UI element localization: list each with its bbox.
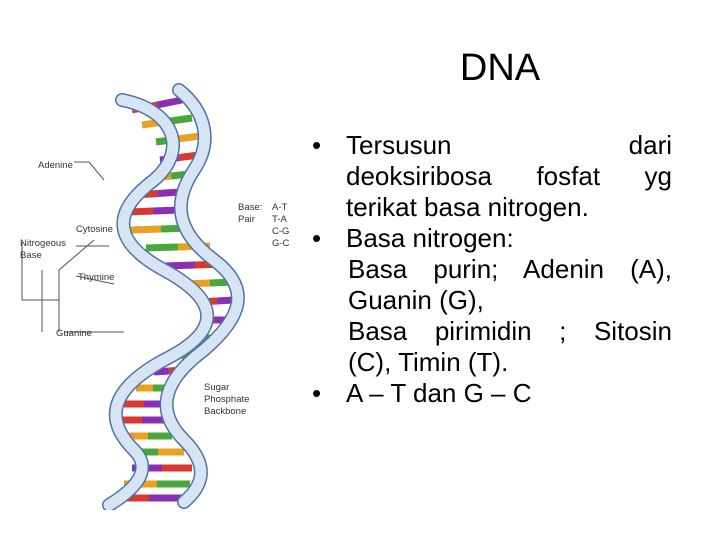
bullet-1-line-2: deoksiribosa fosfat yg	[346, 161, 672, 191]
base-pair-segment	[157, 100, 182, 105]
slide-title: DNA	[459, 47, 541, 89]
bullet-1-line-3: terikat basa nitrogen.	[346, 192, 589, 222]
base-pair-segment	[178, 136, 200, 139]
bullet-dot: •	[312, 378, 322, 408]
label-pair-cg: C-G	[272, 226, 290, 237]
sub-purin-line-2: Guanin (G),	[348, 285, 484, 315]
base-pair-segment	[146, 247, 178, 248]
label-base-2: Pair	[238, 214, 255, 225]
bullet-item-2	[310, 223, 672, 254]
bullet-item-3	[310, 378, 672, 409]
sub-purin-line-1: Basa purin; Adenin (A),	[348, 254, 672, 284]
label-nitrogeous-2: Base	[20, 250, 42, 261]
base-pair-segment	[130, 229, 161, 230]
label-sugar-3: Backbone	[204, 406, 247, 417]
bullet-list	[310, 130, 672, 409]
label-thymine: Thymine	[78, 272, 115, 283]
bullet-dot: •	[312, 130, 322, 160]
label-pair-gc: G-C	[272, 238, 290, 249]
bullet-1-line-1: Tersusun dari	[346, 130, 672, 160]
bullet-item-1	[310, 130, 672, 223]
sub-pirimidin-line-2: (C), Timin (T).	[348, 347, 509, 377]
label-nitrogeous-1: Nitrogeous	[20, 238, 66, 249]
sub-pirimidin-line-1: Basa pirimidin ; Sitosin	[348, 316, 672, 346]
sub-item-purin	[310, 254, 672, 316]
label-guanine: Guanine	[56, 328, 92, 339]
label-sugar-2: Phosphate	[204, 394, 250, 405]
label-cytosine: Cytosine	[76, 224, 113, 235]
label-pair-ta: T-A	[272, 214, 287, 225]
bullet-3-line-1: A – T dan G – C	[346, 378, 532, 408]
bullet-2-line-1: Basa nitrogen:	[346, 223, 514, 253]
sub-item-pirimidin	[310, 316, 672, 378]
label-base-1: Base:	[238, 202, 263, 213]
bullet-dot: •	[312, 223, 322, 253]
dna-double-helix-figure	[14, 70, 310, 510]
label-adenine: Adenine	[38, 160, 73, 171]
label-pair-at: A-T	[272, 202, 288, 213]
label-sugar-1: Sugar	[204, 382, 230, 393]
